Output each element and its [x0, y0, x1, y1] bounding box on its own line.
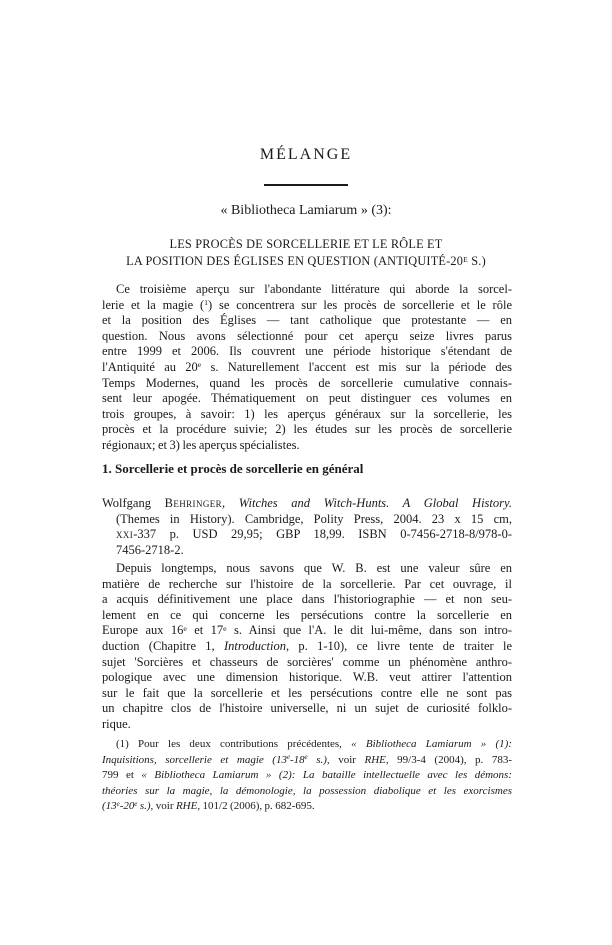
footnote-block: [102, 737, 512, 815]
text-line: théories sur la magie, la démonologie, la possession diabolique et les exorcismes: [102, 784, 512, 797]
text-line: (13e-20e s.), voir RHE, 101/2 (2006), p. 682-695.: [102, 800, 315, 812]
text-line: Temps Modernes, quand les procès de sorcellerie cumulative connais-: [102, 375, 512, 390]
text-line: rique.: [102, 716, 131, 731]
text-line: Wolfgang Behringer, Witches and Witch-Hunts. A Global History.: [102, 496, 512, 510]
text-line: Depuis longtemps, nous savons que W. B. est une valeur sûre en: [116, 561, 512, 575]
text-line: un chapitre clos de l'histoire universelle, ni un sujet de curiosité folklo-: [102, 701, 512, 716]
text-line: pologique avec une dimension historique. W.B. veut attirer l'attention: [102, 670, 512, 685]
text-line: entre 1999 et 2006. Ils couvrent une période historique s'étendant de: [102, 344, 512, 359]
article-title: [86, 236, 526, 270]
text-line: (Themes in History). Cambridge, Polity Press, 2004. 23 x 15 cm,: [116, 511, 512, 526]
paragraph-review: [102, 561, 512, 733]
text-line: (1) Pour les deux contributions précédentes, « Bibliotheca Lamiarum » (1):: [116, 738, 512, 750]
section-heading-1: 1. Sorcellerie et procès de sorcellerie en général: [102, 461, 364, 476]
section-title: MÉLANGE: [259, 146, 353, 163]
series-subtitle: « Bibliotheca Lamiarum » (3):: [220, 203, 392, 218]
text-line: duction (Chapitre 1, Introduction, p. 1-10), ce livre tente de traiter le: [102, 638, 512, 653]
text-line: 799 et « Bibliotheca Lamiarum » (2): La bataille intellectuelle avec les démons:: [102, 769, 512, 781]
text-line: 7456-2718-2.: [116, 542, 184, 557]
text-line: lement en ce qui concerne les persécutions contre la sorcellerie en: [102, 607, 512, 622]
paragraph-intro: [102, 282, 512, 454]
text-line: sent leur apogée. Thématiquement on peut distinguer ces volumes en: [102, 391, 512, 406]
text-line: procès et la procédure suivie; 2) les études sur les procès de sorcellerie: [102, 422, 512, 437]
text-line: matière de recherche sur l'histoire de la sorcellerie. Par cet ouvrage, il: [102, 576, 512, 591]
text-line: et la position des Églises — tant catholique que protestante — en: [102, 313, 512, 328]
divider-rule: [264, 184, 348, 186]
text-line: Europe aux 16e et 17e s. Ainsi que l'A. le dit lui-même, dans son intro-: [102, 623, 512, 638]
text-line: lerie et la magie ($^1$) se concentrera sur les procès de sorcellerie et le rôle: [102, 297, 512, 312]
text-line: régionaux; et 3) les aperçus spécialistes.: [102, 437, 300, 452]
bibliography-entry: [102, 496, 512, 558]
text-line: LA POSITION DES ÉGLISES EN QUESTION ($ANTIQUITÉ-20^E$ S.): [126, 254, 486, 268]
text-line: LES PROCÈS DE SORCELLERIE ET LE RÔLE ET: [169, 237, 443, 251]
text-line: sur le fait que la sorcellerie et les persécutions contre elle ne sont pas: [102, 685, 512, 700]
text-line: a acquis définitivement une place dans l'historiographie — et non seu-: [102, 592, 512, 607]
text-line: l'Antiquité au 20e s. Naturellement l'accent est mis sur la période des: [102, 359, 512, 374]
text-line: question. Nous avons sélectionné pour cet aperçu seize livres parus: [102, 328, 512, 343]
text-line: Inquisitions, sorcellerie et magie (13e-18e s.), voir RHE, 99/3-4 (2004), p. 783-: [102, 753, 512, 766]
text-line: trois groupes, à savoir: 1) les aperçus généraux sur la sorcellerie, les: [102, 406, 512, 421]
text-line: xxi-337 p. USD 29,95; GBP 18,99. ISBN 0-7456-2718-8/978-0-: [116, 527, 512, 542]
text-line: Ce troisième aperçu sur l'abondante littérature qui aborde la sorcel-: [116, 282, 512, 296]
text-line: sujet 'Sorcières et chasseurs de sorcières' comme un phénomène anthro-: [102, 654, 512, 669]
